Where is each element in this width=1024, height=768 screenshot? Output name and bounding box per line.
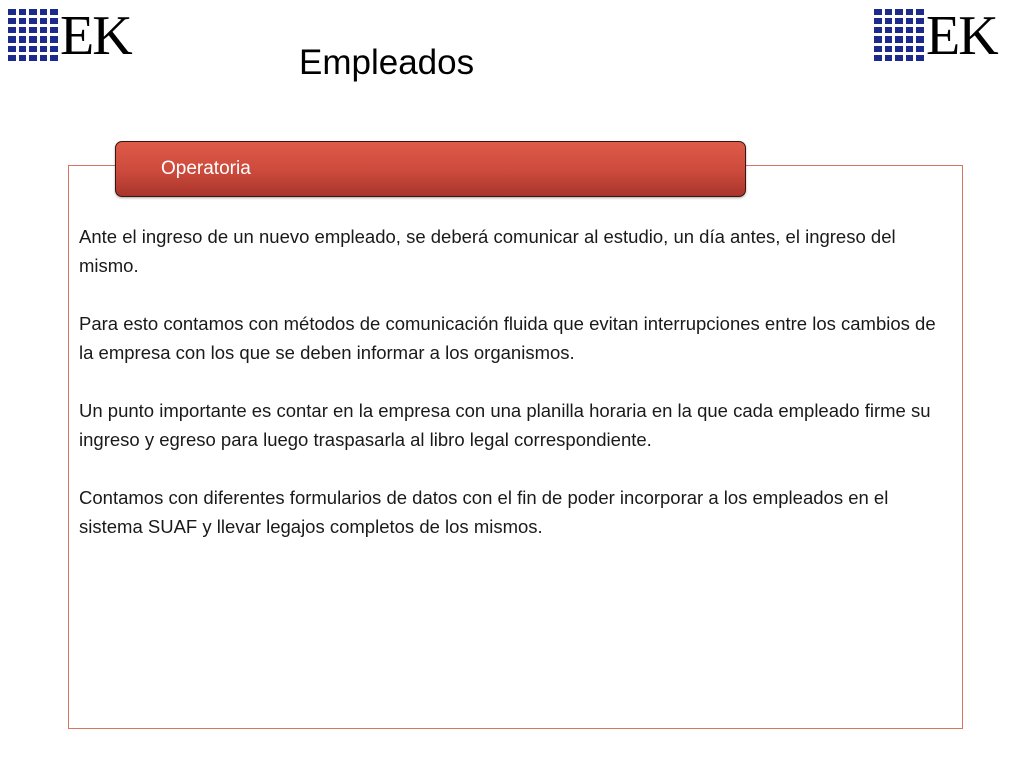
paragraph: Para esto contamos con métodos de comunicación fluida que evitan interrupciones entre los cambios de la empresa con los que se deben informar a los organismos. <box>79 313 936 363</box>
section-header-label: Operatoria <box>161 158 251 179</box>
logo-grid-icon <box>874 9 924 61</box>
paragraph: Contamos con diferentes formularios de datos con el fin de poder incorporar a los empleados en el sistema SUAF y llevar legajos completos de los mismos. <box>79 487 889 537</box>
logo-grid-icon <box>8 9 58 61</box>
logo-right <box>874 5 997 67</box>
paragraph: Ante el ingreso de un nuevo empleado, se deberá comunicar al estudio, un día antes, el ingreso del mismo. <box>79 226 896 276</box>
logo-text: EK <box>60 5 131 67</box>
logo-left <box>8 5 131 67</box>
page-title: Empleados <box>299 43 475 82</box>
body-text <box>79 222 939 570</box>
paragraph: Un punto importante es contar en la empresa con una planilla horaria en la que cada empleado firme su ingreso y egreso para luego traspasarla al libro legal correspondiente. <box>79 400 931 450</box>
logo-text: EK <box>926 5 997 67</box>
section-header <box>115 141 746 197</box>
